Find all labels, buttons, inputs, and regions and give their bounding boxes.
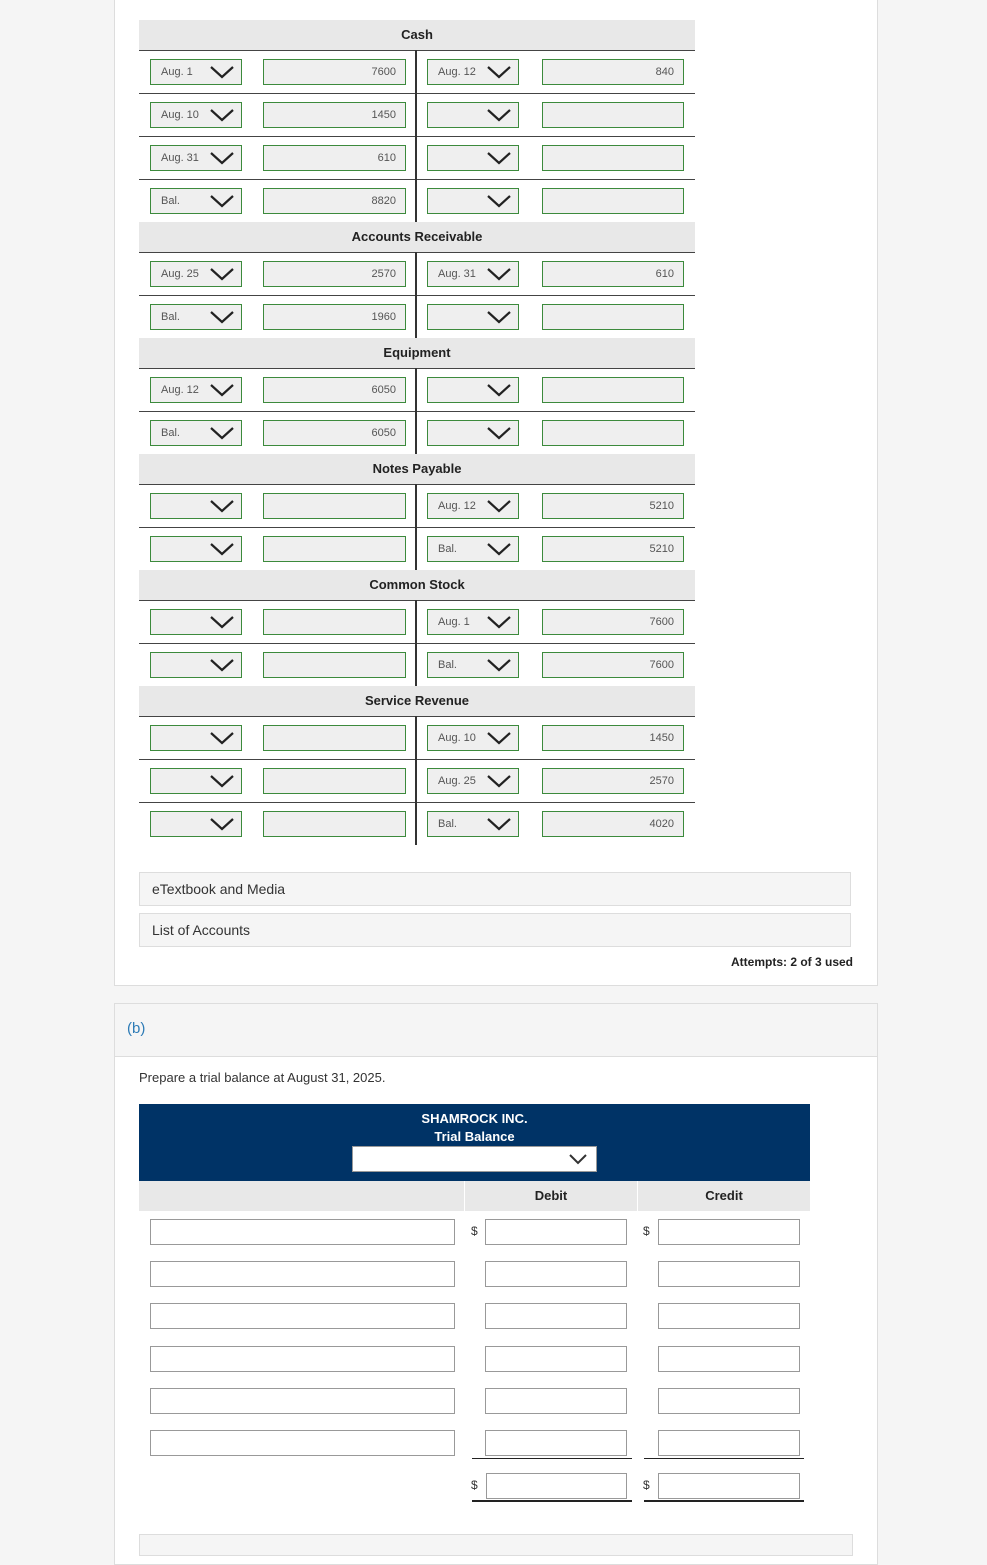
date-value: Aug. 1 (438, 616, 470, 628)
debit-date-select[interactable] (150, 377, 242, 403)
chevron-down-icon (209, 657, 235, 673)
account-title: Common Stock (139, 570, 695, 600)
credit-amount-input[interactable] (542, 188, 684, 214)
chevron-down-icon (209, 773, 235, 789)
row-divider (139, 368, 695, 369)
debit-amount-input[interactable]: 1450 (263, 102, 406, 128)
t-account-center-line (415, 50, 417, 222)
debit-amount-input[interactable] (263, 536, 406, 562)
row-divider (139, 411, 695, 412)
debit-input[interactable] (485, 1303, 627, 1329)
t-account-center-line (415, 368, 417, 454)
account-title: Accounts Receivable (139, 222, 695, 252)
debit-input[interactable] (485, 1346, 627, 1372)
row-divider (139, 93, 695, 94)
date-value: Bal. (438, 818, 457, 830)
row-divider (139, 252, 695, 253)
etextbook-link[interactable]: eTextbook and Media (139, 872, 851, 906)
debit-amount-input[interactable]: 2570 (263, 261, 406, 287)
date-value: Aug. 12 (161, 384, 199, 396)
chevron-down-icon (486, 614, 512, 630)
chevron-down-icon (209, 266, 235, 282)
date-value: Aug. 1 (161, 66, 193, 78)
chevron-down-icon (486, 816, 512, 832)
list-of-accounts-link[interactable]: List of Accounts (139, 913, 851, 947)
row-divider (139, 759, 695, 760)
debit-input[interactable] (485, 1261, 627, 1287)
credit-currency: $ (643, 1224, 650, 1238)
credit-date-select[interactable] (427, 188, 519, 214)
total-underline (472, 1458, 632, 1459)
t-account-center-line (415, 484, 417, 570)
chevron-down-icon (486, 382, 512, 398)
credit-date-select[interactable] (427, 59, 519, 85)
date-value: Bal. (438, 659, 457, 671)
total-double-underline (644, 1500, 804, 1502)
total-underline (644, 1458, 804, 1459)
credit-input[interactable] (658, 1388, 800, 1414)
row-divider (139, 50, 695, 51)
debit-amount-input[interactable]: 6050 (263, 420, 406, 446)
chevron-down-icon (486, 773, 512, 789)
date-value: Bal. (161, 195, 180, 207)
debit-amount-input[interactable] (263, 725, 406, 751)
row-divider (139, 716, 695, 717)
date-value: Aug. 31 (438, 268, 476, 280)
chevron-down-icon (209, 730, 235, 746)
credit-date-select[interactable] (427, 609, 519, 635)
company-name: SHAMROCK INC. (421, 1111, 528, 1126)
debit-amount-input[interactable] (263, 768, 406, 794)
debit-date-select[interactable] (150, 811, 242, 837)
credit-input[interactable] (658, 1219, 800, 1245)
chevron-down-icon (209, 150, 235, 166)
debit-date-select[interactable] (150, 493, 242, 519)
date-value: Aug. 12 (438, 500, 476, 512)
row-divider (139, 600, 695, 601)
chevron-down-icon (209, 193, 235, 209)
credit-amount-input[interactable]: 4020 (542, 811, 684, 837)
credit-amount-input[interactable]: 5210 (542, 493, 684, 519)
chevron-down-icon (486, 657, 512, 673)
account-title: Notes Payable (139, 454, 695, 484)
credit-amount-input[interactable] (542, 102, 684, 128)
debit-amount-input[interactable] (263, 652, 406, 678)
row-divider (139, 527, 695, 528)
part-b-header (115, 1004, 877, 1057)
credit-date-select[interactable] (427, 652, 519, 678)
debit-date-select[interactable] (150, 725, 242, 751)
account-column-header (139, 1181, 464, 1211)
credit-amount-input[interactable] (542, 377, 684, 403)
date-value: Bal. (161, 311, 180, 323)
t-account-center-line (415, 716, 417, 845)
debit-date-select[interactable] (150, 188, 242, 214)
chevron-down-icon (209, 614, 235, 630)
credit-date-select[interactable] (427, 493, 519, 519)
debit-amount-input[interactable]: 7600 (263, 59, 406, 85)
total-credit-input[interactable] (658, 1473, 800, 1499)
chevron-down-icon (486, 498, 512, 514)
credit-date-select[interactable] (427, 536, 519, 562)
row-divider (139, 802, 695, 803)
account-name-input[interactable] (150, 1219, 455, 1245)
date-value: Aug. 25 (438, 775, 476, 787)
credit-amount-input[interactable]: 5210 (542, 536, 684, 562)
part-b-label: (b) (127, 1020, 146, 1037)
chevron-down-icon (486, 541, 512, 557)
credit-amount-input[interactable]: 1450 (542, 725, 684, 751)
chevron-down-icon (568, 1151, 588, 1167)
account-name-input[interactable] (150, 1303, 455, 1329)
account-name-input[interactable] (150, 1346, 455, 1372)
credit-date-select[interactable] (427, 420, 519, 446)
debit-amount-input[interactable] (263, 493, 406, 519)
debit-date-select[interactable] (150, 59, 242, 85)
credit-date-select[interactable] (427, 261, 519, 287)
total-credit-currency: $ (643, 1478, 650, 1492)
part-b-instruction: Prepare a trial balance at August 31, 2025. (139, 1070, 386, 1085)
date-value: Aug. 31 (161, 152, 199, 164)
credit-amount-input[interactable]: 840 (542, 59, 684, 85)
row-divider (139, 295, 695, 296)
chevron-down-icon (209, 309, 235, 325)
chevron-down-icon (486, 730, 512, 746)
total-double-underline (472, 1500, 632, 1502)
debit-input[interactable] (485, 1430, 627, 1456)
account-title: Service Revenue (139, 686, 695, 716)
credit-input[interactable] (658, 1346, 800, 1372)
debit-date-select[interactable] (150, 145, 242, 171)
debit-amount-input[interactable]: 1960 (263, 304, 406, 330)
date-value: Aug. 10 (161, 109, 199, 121)
total-debit-input[interactable] (486, 1473, 627, 1499)
debit-date-select[interactable] (150, 609, 242, 635)
chevron-down-icon (209, 107, 235, 123)
debit-currency: $ (471, 1224, 478, 1238)
total-debit-currency: $ (471, 1478, 478, 1492)
debit-amount-input[interactable]: 610 (263, 145, 406, 171)
credit-amount-input[interactable]: 2570 (542, 768, 684, 794)
chevron-down-icon (209, 64, 235, 80)
debit-date-select[interactable] (150, 420, 242, 446)
debit-date-select[interactable] (150, 768, 242, 794)
debit-column-header: Debit (465, 1181, 637, 1211)
account-title: Equipment (139, 338, 695, 368)
row-divider (139, 179, 695, 180)
date-value: Aug. 25 (161, 268, 199, 280)
credit-date-select[interactable] (427, 811, 519, 837)
debit-date-select[interactable] (150, 536, 242, 562)
credit-date-select[interactable] (427, 377, 519, 403)
credit-amount-input[interactable]: 7600 (542, 609, 684, 635)
credit-date-select[interactable] (427, 725, 519, 751)
chevron-down-icon (209, 541, 235, 557)
account-name-input[interactable] (150, 1261, 455, 1287)
debit-amount-input[interactable] (263, 811, 406, 837)
chevron-down-icon (486, 309, 512, 325)
chevron-down-icon (486, 64, 512, 80)
chevron-down-icon (209, 498, 235, 514)
row-divider (139, 643, 695, 644)
chevron-down-icon (486, 150, 512, 166)
credit-amount-input[interactable] (542, 420, 684, 446)
credit-date-select[interactable] (427, 304, 519, 330)
debit-input[interactable] (485, 1388, 627, 1414)
debit-amount-input[interactable]: 6050 (263, 377, 406, 403)
credit-amount-input[interactable]: 7600 (542, 652, 684, 678)
statement-name: Trial Balance (434, 1129, 515, 1144)
row-divider (139, 484, 695, 485)
credit-date-select[interactable] (427, 102, 519, 128)
debit-date-select[interactable] (150, 261, 242, 287)
credit-date-select[interactable] (427, 145, 519, 171)
credit-column-header: Credit (638, 1181, 810, 1211)
credit-input[interactable] (658, 1303, 800, 1329)
chevron-down-icon (486, 107, 512, 123)
credit-input[interactable] (658, 1430, 800, 1456)
credit-date-select[interactable] (427, 768, 519, 794)
date-select[interactable] (352, 1146, 597, 1172)
debit-date-select[interactable] (150, 102, 242, 128)
credit-amount-input[interactable] (542, 145, 684, 171)
account-title: Cash (139, 20, 695, 50)
chevron-down-icon (486, 193, 512, 209)
trial-balance-header (139, 1104, 810, 1181)
date-value: Aug. 10 (438, 732, 476, 744)
chevron-down-icon (209, 425, 235, 441)
next-section-box (139, 1534, 853, 1556)
credit-amount-input[interactable]: 610 (542, 261, 684, 287)
date-value: Aug. 12 (438, 66, 476, 78)
debit-date-select[interactable] (150, 652, 242, 678)
row-divider (139, 136, 695, 137)
chevron-down-icon (209, 382, 235, 398)
chevron-down-icon (486, 425, 512, 441)
date-value: Bal. (161, 427, 180, 439)
credit-input[interactable] (658, 1261, 800, 1287)
debit-input[interactable] (485, 1219, 627, 1245)
t-account-center-line (415, 600, 417, 686)
chevron-down-icon (486, 266, 512, 282)
attempts-counter: Attempts: 2 of 3 used (730, 955, 853, 969)
date-value: Bal. (438, 543, 457, 555)
t-account-center-line (415, 252, 417, 338)
debit-amount-input[interactable]: 8820 (263, 188, 406, 214)
debit-amount-input[interactable] (263, 609, 406, 635)
chevron-down-icon (209, 816, 235, 832)
debit-date-select[interactable] (150, 304, 242, 330)
credit-amount-input[interactable] (542, 304, 684, 330)
account-name-input[interactable] (150, 1388, 455, 1414)
account-name-input[interactable] (150, 1430, 455, 1456)
